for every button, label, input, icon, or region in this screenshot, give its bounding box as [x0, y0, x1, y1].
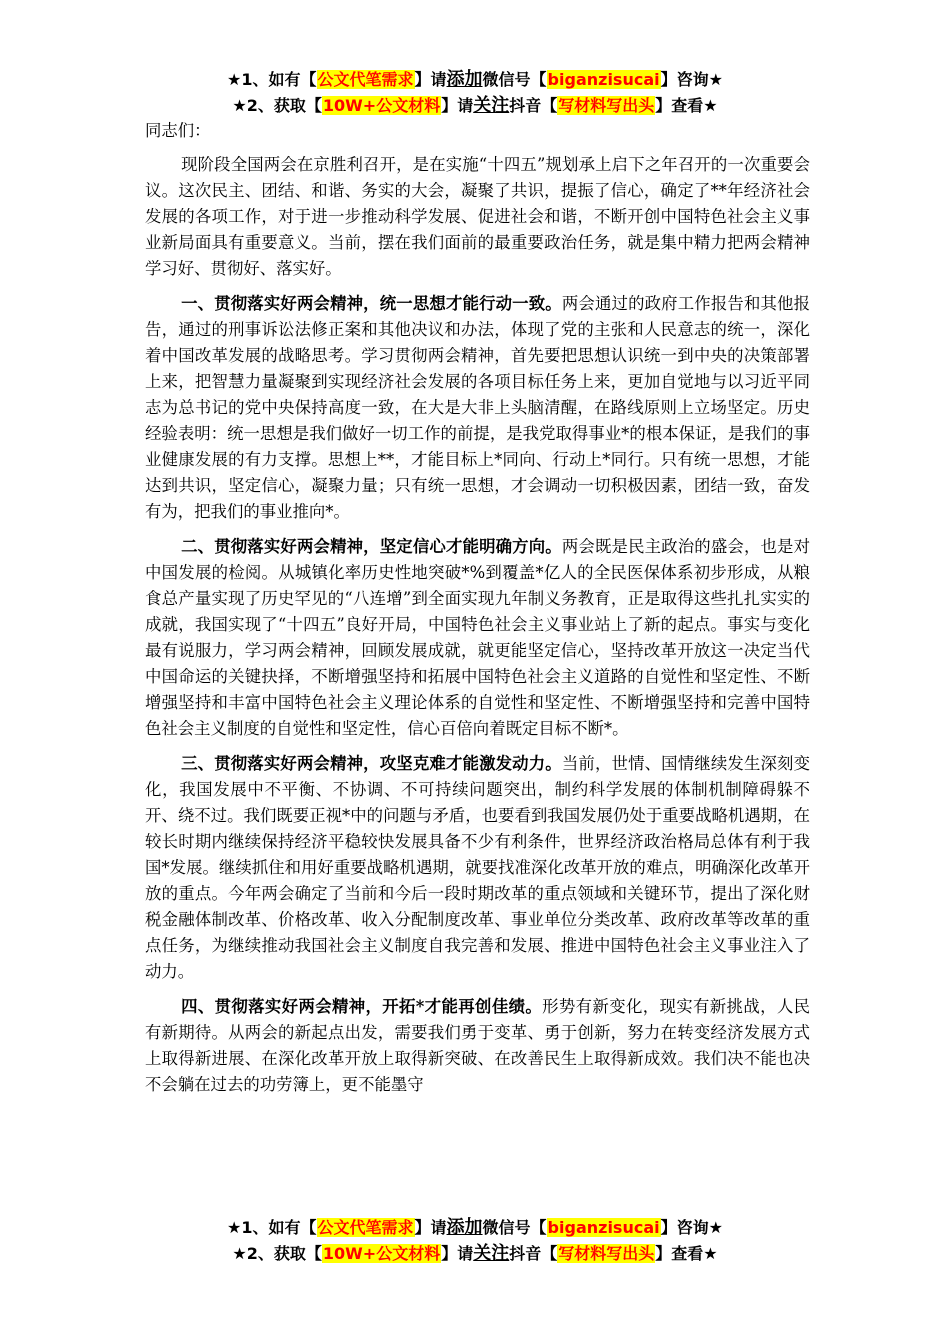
promo-line-1: ★1、如有【公文代笔需求】请添加微信号【biganzisucai】咨询★ [227, 69, 723, 90]
promo-highlight: 10W+公文材料 [322, 96, 441, 115]
section-paragraph [145, 291, 810, 525]
salutation: 同志们： [145, 121, 211, 140]
promo-line-2: ★2、获取【10W+公文材料】请关注抖音【写材料写出头】查看★ [232, 1243, 718, 1264]
promo-banner-top [0, 67, 950, 119]
section-body: 两会既是民主政治的盛会，也是对中国发展的检阅。从城镇化率历史性地突破*%到覆盖*亿人的全民医保体系初步形成，从粮食总产量实现了历史罕见的“八连增”到全面实现九年制义务教育，正是取得这些扎扎实实的成就，我国实现了“十四五”良好开局，中国特色社会主义事业站上了新的起点。事实与变化最有说服力，学习两会精神，回顾发展成就，就更能坚定信心，坚持改革开放这一决定当代中国命运的关键抉择，不断增强坚持和拓展中国特色社会主义道路的自觉性和坚定性、不断增强坚持和丰富中国特色社会主义理论体系的自觉性和坚定性、不断增强坚持和完善中国特色社会主义制度的自觉性和坚定性，信心百倍向着既定目标不断*。 [145, 537, 811, 738]
promo-highlight: 写材料写出头 [558, 1244, 655, 1263]
intro-paragraph: 现阶段全国两会在京胜利召开，是在实施“十四五”规划承上启下之年召开的一次重要会议。这次民主、团结、和谐、务实的大会，凝聚了共识，提振了信心，确定了**年经济社会发展的各项工作，对于进一步推动科学发展、促进社会和谐，不断开创中国特色社会主义事业新局面具有重要意义。当前，摆在我们面前的最重要政治任务，就是集中精力把两会精神学习好、贯彻好、落实好。 [145, 155, 810, 278]
promo-underline: 添加 [446, 1217, 483, 1238]
promo-underline: 关注 [473, 1243, 510, 1264]
promo-line-1: ★1、如有【公文代笔需求】请添加微信号【biganzisucai】咨询★ [227, 1217, 723, 1238]
section-heading: 四、贯彻落实好两会精神，开拓*才能再创佳绩。 [181, 997, 543, 1016]
section-heading: 一、贯彻落实好两会精神，统一思想才能行动一致。 [181, 294, 562, 313]
section-heading: 三、贯彻落实好两会精神，攻坚克难才能激发动力。 [181, 754, 562, 773]
promo-highlight: 公文代笔需求 [317, 1218, 414, 1237]
section-heading: 二、贯彻落实好两会精神，坚定信心才能明确方向。 [181, 537, 562, 556]
section-body: 当前，世情、国情继续发生深刻变化，我国发展中不平衡、不协调、不可持续问题突出，制约科学发展的体制机制障碍躲不开、绕不过。我们既要正视*中的问题与矛盾，也要看到我国发展仍处于重要战略机遇期，在较长时期内继续保持经济平稳较快发展具备不少有利条件，世界经济政治格局总体有利于我国*发展。继续抓住和用好重要战略机遇期，就要找准深化改革开放的难点，明确深化改革开放的重点。今年两会确定了当前和今后一段时期改革的重点领域和关键环节，提出了深化财税金融体制改革、价格改革、收入分配制度改革、事业单位分类改革、政府改革等改革的重点任务，为继续推动我国社会主义制度自我完善和发展、推进中国特色社会主义事业注入了动力。 [145, 754, 811, 981]
section-paragraph [145, 751, 810, 985]
promo-highlight: biganzisucai [547, 1218, 660, 1237]
section-paragraph [145, 534, 810, 742]
promo-underline: 关注 [473, 95, 510, 116]
section-paragraph [145, 994, 810, 1098]
promo-highlight: biganzisucai [547, 70, 660, 89]
promo-highlight: 公文代笔需求 [317, 70, 414, 89]
section-body: 两会通过的政府工作报告和其他报告，通过的刑事诉讼法修正案和其他决议和办法，体现了党的主张和人民意志的统一，深化着中国改革发展的战略思考。学习贯彻两会精神，首先要把思想认识统一到中央的决策部署上来，把智慧力量凝聚到实现经济社会发展的各项目标任务上来，更加自觉地与以习近平同志为总书记的党中央保持高度一致，在大是大非上头脑清醒，在路线原则上立场坚定。历史经验表明：统一思想是我们做好一切工作的前提，是我党取得事业*的根本保证，是我们的事业健康发展的有力支撑。思想上**，才能目标上*同向、行动上*同行。只有统一思想，才能达到共识，坚定信心，凝聚力量；只有统一思想，才会调动一切积极因素，团结一致，奋发有为，把我们的事业推向*。 [145, 294, 811, 521]
promo-line-2: ★2、获取【10W+公文材料】请关注抖音【写材料写出头】查看★ [232, 95, 718, 116]
document-body [145, 118, 810, 1107]
promo-highlight: 10W+公文材料 [322, 1244, 441, 1263]
promo-underline: 添加 [446, 69, 483, 90]
promo-banner-bottom [0, 1215, 950, 1267]
section-body: 形势有新变化，现实有新挑战，人民有新期待。从两会的新起点出发，需要我们勇于变革、勇于创新，努力在转变经济发展方式上取得新进展、在深化改革开放上取得新突破、在改善民生上取得新成效。我们决不能也决不会躺在过去的功劳簿上，更不能墨守 [145, 997, 811, 1094]
promo-highlight: 写材料写出头 [558, 96, 655, 115]
